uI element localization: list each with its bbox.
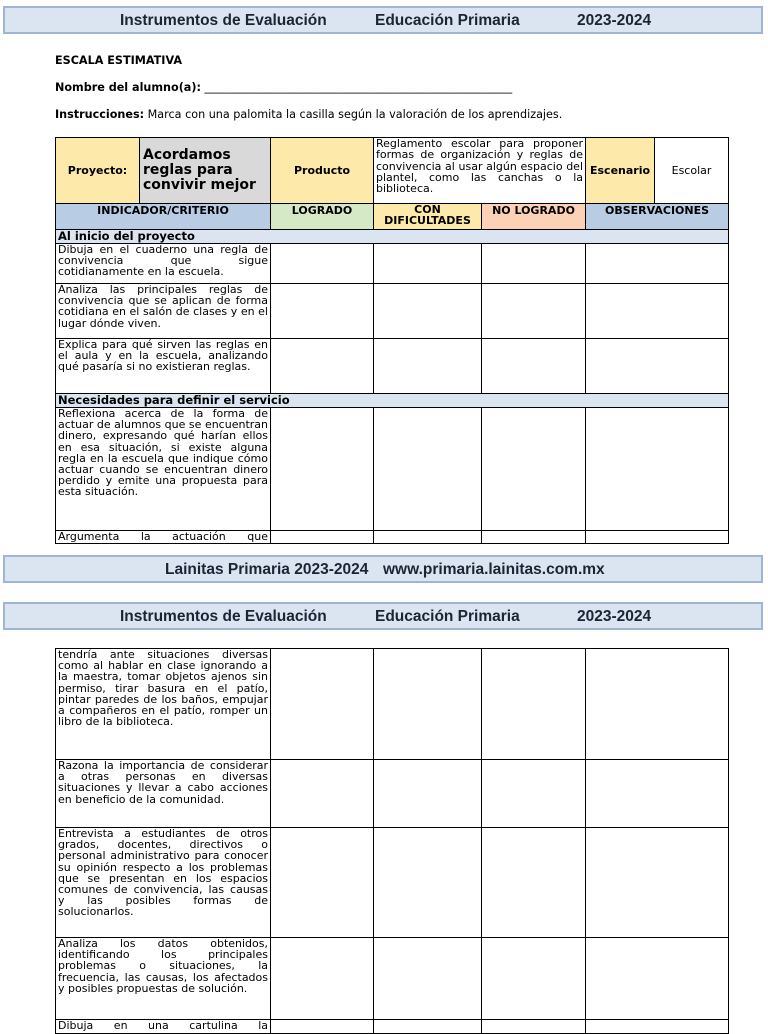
criterion-text: tendría ante situaciones diversas como al hablar en clase ignorando a la maestra, tomar objetos ajenos sin permiso, tirar basura en el patío, pintar paredes de los baños, empujar a compañeros en el patío, romper un libro de la biblioteca.: [56, 649, 271, 760]
table-row: [56, 531, 729, 544]
check-cell-logrado[interactable]: [271, 938, 374, 1020]
banner-title: Instrumentos de Evaluación: [120, 12, 327, 29]
criterion-text: Reflexiona acerca de la forma de actuar de alumnos que se encuentran dinero, expresando qué harían ellos en esa situación, si existe alguna regla en la escuela que indique cómo actuar cuando se encuentran dinero perdido y emite una propuesta para esta situación.: [56, 408, 271, 531]
observation-cell[interactable]: [586, 339, 729, 394]
col-con-dificultades: CON DIFICULTADES: [374, 204, 482, 230]
check-cell-logrado[interactable]: [271, 649, 374, 760]
table-row: [56, 284, 729, 339]
col-indicador: INDICADOR/CRITERIO: [56, 204, 271, 230]
check-cell-logrado[interactable]: [271, 284, 374, 339]
check-cell-con-dificultades[interactable]: [374, 938, 482, 1020]
criterion-text: Razona la importancia de considerar a otras personas en diversas situaciones y llevar a cabo acciones en beneficio de la comunidad.: [56, 760, 271, 828]
check-cell-logrado[interactable]: [271, 531, 374, 544]
check-cell-logrado[interactable]: [271, 1020, 374, 1034]
col-observaciones: OBSERVACIONES: [586, 204, 729, 230]
project-name: Acordamos reglas para convivir mejor: [140, 138, 271, 204]
student-name-label: Nombre del alumno(a):: [55, 81, 201, 94]
check-cell-con-dificultades[interactable]: [374, 1020, 482, 1034]
banner-year: 2023-2024: [577, 12, 652, 29]
check-cell-logrado[interactable]: [271, 339, 374, 394]
product-label: Producto: [271, 138, 374, 204]
observation-cell[interactable]: [586, 760, 729, 828]
check-cell-no-logrado[interactable]: [482, 244, 586, 284]
table-row: [56, 760, 729, 828]
observation-cell[interactable]: [586, 284, 729, 339]
header-banner: [3, 6, 763, 34]
observation-cell[interactable]: [586, 938, 729, 1020]
table-row: [56, 649, 729, 760]
check-cell-logrado[interactable]: [271, 828, 374, 938]
footer-site-name: Lainitas Primaria 2023-2024: [165, 561, 369, 578]
product-description: Reglamento escolar para proponer formas de organización y reglas de convivencia al usar algún espacio del plantel, como las canchas o la biblioteca.: [374, 138, 586, 204]
footer-banner: [3, 555, 763, 583]
table-row: [56, 1020, 729, 1034]
instructions-text: Marca con una palomita la casilla según la valoración de los aprendizajes.: [144, 108, 563, 121]
banner-level: Educación Primaria: [375, 608, 520, 625]
section-row-inicio: [56, 230, 729, 244]
criterion-text: Dibuja en el cuaderno una regla de convivencia que sigue cotidianamente en la escuela.: [56, 244, 271, 284]
section-title: Al inicio del proyecto: [56, 230, 729, 244]
project-row: [56, 138, 729, 204]
banner-level: Educación Primaria: [375, 12, 520, 29]
document-type: ESCALA ESTIMATIVA: [55, 54, 183, 67]
evaluation-table: [55, 137, 729, 544]
criterion-text: Entrevista a estudiantes de otros grados, docentes, directivos o personal administrativo para conocer su opinión respecto a los problemas que se presentan en los espacios comunes de convivencia, las causas y las posibles formas de solucionarlos.: [56, 828, 271, 938]
check-cell-con-dificultades[interactable]: [374, 339, 482, 394]
banner-year: 2023-2024: [577, 608, 652, 625]
check-cell-no-logrado[interactable]: [482, 828, 586, 938]
observation-cell[interactable]: [586, 828, 729, 938]
criterion-text: Argumenta la actuación que: [56, 531, 271, 544]
check-cell-con-dificultades[interactable]: [374, 649, 482, 760]
observation-cell[interactable]: [586, 408, 729, 531]
check-cell-no-logrado[interactable]: [482, 1020, 586, 1034]
criterion-text: Analiza las principales reglas de convivencia que se aplican de forma cotidiana en el salón de clases y en el lugar dónde viven.: [56, 284, 271, 339]
student-name-line: _______________________________________________________: [204, 81, 513, 94]
section-row-necesidades: [56, 394, 729, 408]
table-row: [56, 828, 729, 938]
header-banner-page2: [3, 602, 763, 630]
scenario-value: Escolar: [655, 138, 729, 204]
table-row: [56, 408, 729, 531]
banner-title: Instrumentos de Evaluación: [120, 608, 327, 625]
criterion-text: Analiza los datos obtenidos, identificando los principales problemas o situaciones, la frecuencia, las causas, los afectados y posibles propuestas de solución.: [56, 938, 271, 1020]
project-label: Proyecto:: [56, 138, 140, 204]
student-name-row: [55, 81, 512, 94]
observation-cell[interactable]: [586, 531, 729, 544]
observation-cell[interactable]: [586, 244, 729, 284]
check-cell-no-logrado[interactable]: [482, 284, 586, 339]
column-header-row: [56, 204, 729, 230]
table-row: [56, 339, 729, 394]
observation-cell[interactable]: [586, 1020, 729, 1034]
check-cell-no-logrado[interactable]: [482, 408, 586, 531]
scenario-label: Escenario: [586, 138, 655, 204]
observation-cell[interactable]: [586, 649, 729, 760]
check-cell-con-dificultades[interactable]: [374, 408, 482, 531]
evaluation-table-continued: [55, 648, 729, 1034]
section-title: Necesidades para definir el servicio: [56, 394, 729, 408]
check-cell-no-logrado[interactable]: [482, 531, 586, 544]
check-cell-no-logrado[interactable]: [482, 649, 586, 760]
check-cell-con-dificultades[interactable]: [374, 284, 482, 339]
criterion-text: Explica para qué sirven las reglas en el aula y en la escuela, analizando qué pasaría si no existieran reglas.: [56, 339, 271, 394]
check-cell-no-logrado[interactable]: [482, 938, 586, 1020]
table-row: [56, 938, 729, 1020]
footer-url: www.primaria.lainitas.com.mx: [383, 561, 605, 578]
instructions: [55, 108, 562, 121]
check-cell-con-dificultades[interactable]: [374, 531, 482, 544]
instructions-label: Instrucciones:: [55, 108, 145, 121]
col-no-logrado: NO LOGRADO: [482, 204, 586, 230]
check-cell-logrado[interactable]: [271, 244, 374, 284]
table-row: [56, 244, 729, 284]
criterion-text: Dibuja en una cartulina la: [56, 1020, 271, 1034]
check-cell-logrado[interactable]: [271, 408, 374, 531]
check-cell-con-dificultades[interactable]: [374, 828, 482, 938]
col-logrado: LOGRADO: [271, 204, 374, 230]
check-cell-con-dificultades[interactable]: [374, 244, 482, 284]
check-cell-no-logrado[interactable]: [482, 339, 586, 394]
check-cell-con-dificultades[interactable]: [374, 760, 482, 828]
check-cell-no-logrado[interactable]: [482, 760, 586, 828]
check-cell-logrado[interactable]: [271, 760, 374, 828]
